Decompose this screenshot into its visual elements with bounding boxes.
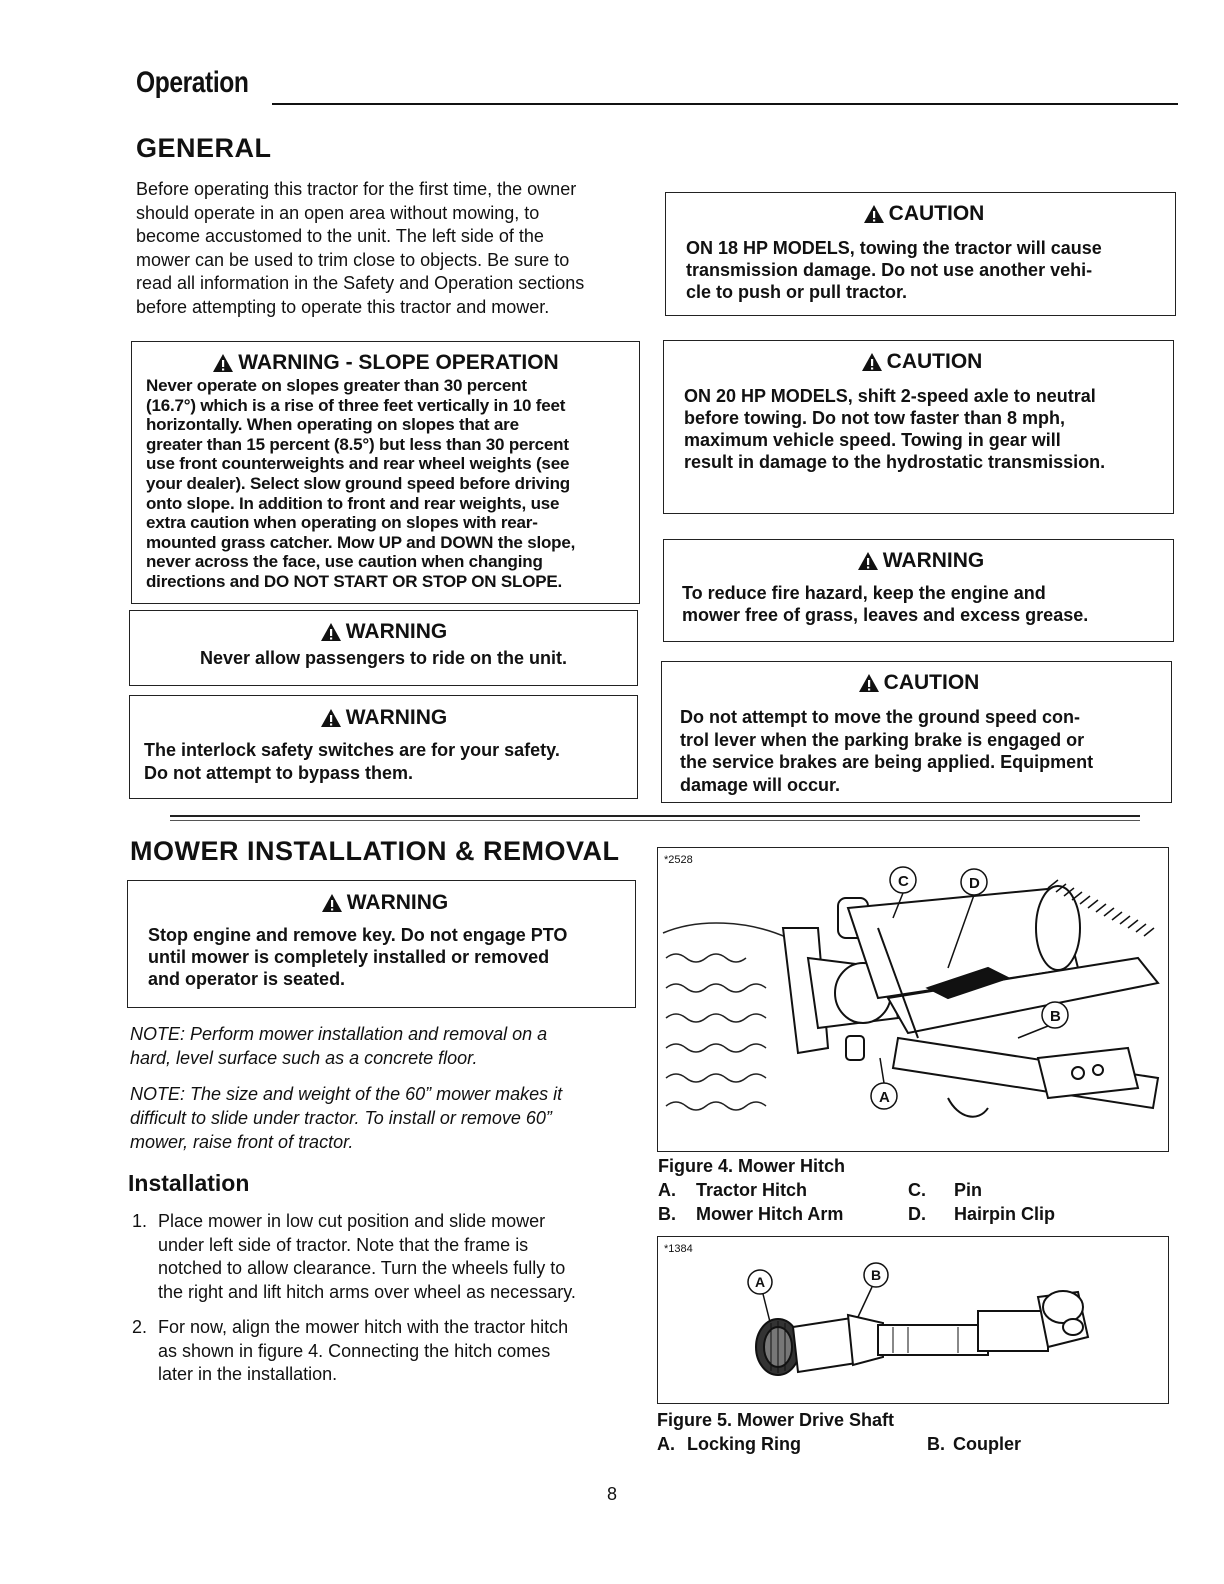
warning-triangle-icon <box>320 622 342 642</box>
text-line: Do not attempt to move the ground speed con- <box>680 707 1080 727</box>
legend-letter: A. <box>657 1434 675 1454</box>
step-item <box>132 1316 632 1387</box>
warning-triangle-icon <box>863 204 885 224</box>
mower-hitch-illustration <box>658 848 1166 1148</box>
installation-heading: Installation <box>128 1170 250 1196</box>
text-line: (16.7°) which is a rise of three feet vertically in 10 feet <box>146 395 566 415</box>
mower-warning-box <box>127 880 636 1008</box>
text-line: For now, align the mower hitch with the tractor hitch <box>158 1317 569 1337</box>
text-line: greater than 15 percent (8.5°) but less than 30 percent <box>146 434 569 454</box>
text-line: Before operating this tractor for the first time, the owner <box>136 179 577 199</box>
text-line: directions and DO NOT START OR STOP ON SLOPE. <box>146 571 563 591</box>
figure-4-mower-hitch <box>657 847 1169 1152</box>
text-line: until mower is completely installed or removed <box>148 947 550 967</box>
drive-shaft-illustration <box>658 1237 1166 1401</box>
figure-4-caption <box>658 1154 1078 1226</box>
text-line: under left side of tractor. Note that the frame is <box>158 1234 529 1255</box>
section-divider-thin <box>170 820 1140 821</box>
caution-lever-title-row <box>680 670 1157 696</box>
fire-warning-title-row <box>682 548 1159 574</box>
text-line: later in the installation. <box>158 1364 338 1384</box>
text-line: before attempting to operate this tractor and mower. <box>136 296 550 317</box>
text-line: mower can be used to trim close to objects. Be sure to <box>136 249 570 270</box>
caution-lever-box <box>661 661 1172 803</box>
caution-20hp-title-row <box>684 349 1159 375</box>
general-paragraph <box>136 178 636 319</box>
text-line: as shown in figure 4. Connecting the hitch comes <box>158 1340 551 1361</box>
warning-triangle-icon <box>321 893 343 913</box>
general-heading: GENERAL <box>136 133 272 163</box>
legend-letter: D. <box>908 1204 926 1224</box>
text-line: and operator is seated. <box>148 969 346 989</box>
legend-letter: B. <box>927 1434 945 1454</box>
text-line: become accustomed to the unit. The left side of the <box>136 226 544 246</box>
interlock-warning-text <box>144 739 623 785</box>
caution-18hp-text <box>686 237 1161 303</box>
legend-row <box>657 1432 1077 1456</box>
warning-triangle-icon <box>858 673 880 693</box>
mower-warning-title-row <box>148 890 621 916</box>
text-line: your dealer). Select slow ground speed before driving <box>146 473 570 493</box>
mower-warning-title: WARNING <box>346 891 449 914</box>
caution-18hp-box <box>665 192 1176 316</box>
text-line: the right and lift hitch arms over wheel as necessary. <box>158 1281 576 1302</box>
text-line: use front counterweights and rear wheel weights (see <box>146 454 570 474</box>
legend-label: Hairpin Clip <box>954 1204 1056 1224</box>
legend-letter: C. <box>908 1180 926 1200</box>
passenger-warning-text: Never allow passengers to ride on the unit. <box>199 648 568 668</box>
text-line: the service brakes are being applied. Equipment <box>680 752 1094 772</box>
figure-id: *2528 <box>664 854 693 866</box>
step-text <box>158 1316 568 1387</box>
legend-label: Locking Ring <box>687 1434 801 1454</box>
text-line: notched to allow clearance. Turn the wheels fully to <box>158 1258 566 1278</box>
legend-label: Mower Hitch Arm <box>696 1204 844 1224</box>
text-line: horizontally. When operating on slopes that are <box>146 415 519 435</box>
figure-4-title: Figure 4. Mower Hitch <box>658 1156 846 1176</box>
text-line: extra caution when operating on slopes with rear- <box>146 513 538 533</box>
legend-label: Coupler <box>953 1434 1022 1454</box>
text-line: NOTE: Perform mower installation and removal on a <box>130 1024 548 1044</box>
text-line: read all information in the Safety and Operation sections <box>136 273 585 293</box>
text-line: before towing. Do not tow faster than 8 mph, <box>684 408 1065 428</box>
warning-triangle-icon <box>320 708 342 728</box>
note-60-inch-mower <box>130 1082 562 1154</box>
text-line: result in damage to the hydrostatic transmission. <box>684 452 1106 472</box>
caution-lever-text <box>680 706 1157 796</box>
step-text <box>158 1210 576 1304</box>
caution-18hp-title: CAUTION <box>888 202 985 225</box>
text-line: transmission damage. Do not use another vehi- <box>686 260 1093 280</box>
text-line: Do not attempt to bypass them. <box>144 763 414 783</box>
text-line: should operate in an open area without mowing, to <box>136 202 540 223</box>
slope-warning-text <box>146 376 625 592</box>
caution-18hp-title-row <box>686 201 1161 227</box>
slope-warning-title-row <box>146 350 625 376</box>
figure-5-caption <box>657 1408 1077 1456</box>
text-line: mower free of grass, leaves and excess grease. <box>682 605 1089 625</box>
mower-installation-heading: MOWER INSTALLATION & REMOVAL <box>130 836 620 866</box>
text-line: Stop engine and remove key. Do not engage PTO <box>148 925 568 945</box>
step-number: 2. <box>132 1317 148 1337</box>
figure-5-title: Figure 5. Mower Drive Shaft <box>657 1410 895 1430</box>
legend-label: Tractor Hitch <box>696 1180 808 1200</box>
figure-5-drive-shaft <box>657 1236 1169 1404</box>
text-line: ON 18 HP MODELS, towing the tractor will cause <box>686 238 1102 258</box>
passenger-warning-title-row <box>144 619 623 645</box>
text-line: hard, level surface such as a concrete floor. <box>130 1048 478 1068</box>
callout-b: B <box>1050 1008 1061 1025</box>
note-surface <box>130 1022 547 1070</box>
legend-label: Pin <box>954 1180 983 1200</box>
figure-id: *1384 <box>664 1243 693 1255</box>
page-number: 8 <box>606 1484 617 1504</box>
section-divider <box>170 815 1140 817</box>
legend-row <box>658 1178 1078 1202</box>
interlock-warning-box <box>129 695 638 799</box>
text-line: cle to push or pull tractor. <box>686 282 908 302</box>
text-line: never across the face, use caution when changing <box>146 552 543 572</box>
legend-row <box>658 1202 1078 1226</box>
header-rule <box>272 103 1178 105</box>
caution-lever-title: CAUTION <box>883 671 980 694</box>
passenger-warning-title: WARNING <box>345 620 448 643</box>
legend-letter: B. <box>658 1204 676 1224</box>
callout-a: A <box>755 1274 766 1290</box>
slope-warning-box <box>131 341 640 604</box>
passenger-warning-box <box>129 610 638 686</box>
callout-d: D <box>969 875 980 892</box>
warning-triangle-icon <box>861 352 883 372</box>
callout-a: A <box>879 1089 890 1106</box>
interlock-warning-title: WARNING <box>345 706 448 729</box>
mower-warning-text <box>148 924 621 990</box>
text-line: difficult to slide under tractor. To install or remove 60” <box>130 1108 552 1128</box>
caution-20hp-box <box>663 340 1174 514</box>
fire-warning-text <box>682 582 1159 626</box>
legend-letter: A. <box>658 1180 676 1200</box>
text-line: NOTE: The size and weight of the 60” mower makes it <box>130 1084 563 1104</box>
interlock-warning-title-row <box>144 705 623 731</box>
text-line: Never operate on slopes greater than 30 percent <box>146 376 527 395</box>
callout-c: C <box>898 873 909 890</box>
step-item <box>132 1210 632 1304</box>
slope-warning-title: WARNING - SLOPE OPERATION <box>238 351 559 374</box>
text-line: To reduce fire hazard, keep the engine and <box>682 583 1046 603</box>
text-line: maximum vehicle speed. Towing in gear will <box>684 430 1061 450</box>
step-number: 1. <box>132 1211 148 1231</box>
callout-b: B <box>871 1267 882 1283</box>
page-section-title: Operation <box>136 66 249 99</box>
text-line: ON 20 HP MODELS, shift 2-speed axle to neutral <box>684 386 1096 406</box>
fire-warning-box <box>663 539 1174 642</box>
text-line: Place mower in low cut position and slide mower <box>158 1211 546 1231</box>
warning-triangle-icon <box>857 551 879 571</box>
warning-triangle-icon <box>212 353 234 373</box>
text-line: damage will occur. <box>680 774 841 795</box>
caution-20hp-title: CAUTION <box>886 350 983 373</box>
caution-20hp-text <box>684 385 1159 473</box>
text-line: onto slope. In addition to front and rear weights, use <box>146 493 560 513</box>
text-line: mower, raise front of tractor. <box>130 1132 354 1152</box>
installation-steps <box>132 1210 632 1399</box>
text-line: The interlock safety switches are for your safety. <box>144 740 560 760</box>
text-line: trol lever when the parking brake is engaged or <box>680 729 1085 750</box>
text-line: mounted grass catcher. Mow UP and DOWN the slope, <box>146 532 576 552</box>
fire-warning-title: WARNING <box>882 549 985 572</box>
